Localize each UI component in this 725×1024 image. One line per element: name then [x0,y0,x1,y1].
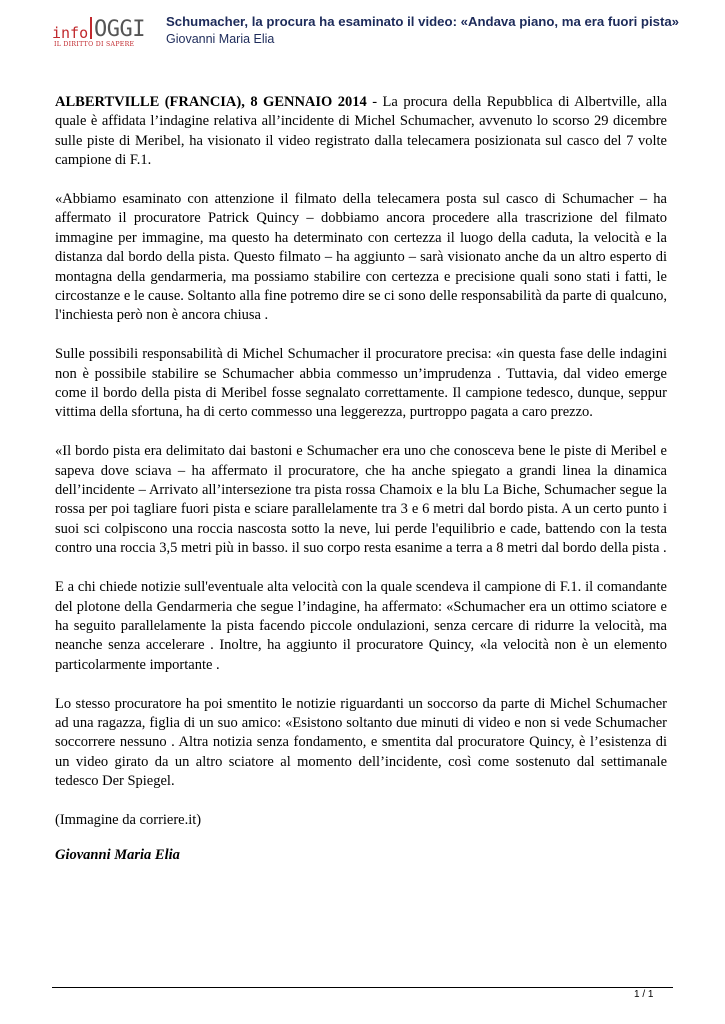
logo-word-info: info [52,24,89,42]
article-paragraph-5: E a chi chiede notizie sull'eventuale alta velocità con la quale scendeva il campione di F.1. il comandante del plotone della Gendarmeria che segue l’indagine, ha affermato: «Schumacher era un ottimo sciatore e ha seguito parallelamente la pista facendo piccole ondulazioni, senza cercare di ridurre la velocità, ma neanche senza accelerare . Inoltre, ha aggiunto il procuratore Quincy, «la velocità non è un elemento particolarmente importante . [55,579,667,673]
logo-tagline: IL DIRITTO DI SAPERE [54,41,135,48]
logo-word-oggi: OGGI [94,17,145,42]
article-body [55,93,667,885]
footer-divider [52,987,673,988]
article-paragraph-1-text: - La procura della Repubblica di Albertville, alla quale è affidata l’indagine relativa all’incidente di Michel Schumacher, avvenuto lo scorso 29 dicembre sulle piste di Meribel, ha visionato il video registrato dalla telecamera posizionata sul casco del 7 volte campione di F.1. [55,94,667,169]
infooggi-logo[interactable] [52,14,158,48]
image-credit: (Immagine da corriere.it) [55,811,202,828]
article-paragraph-3: Sulle possibili responsabilità di Michel Schumacher il procuratore precisa: «in questa fase delle indagini non è possibile stabilire se Schumacher abbia commesso un’imprudenza . Tuttavia, dal video emerge come il bordo della pista di Meribel fosse segnalato correttamente. Il campione tedesco, dunque, seppur vittima della sfortuna, ha di certo commesso una leggerezza, purtroppo pagata a caro prezzo. [55,346,667,421]
page-number: 1 / 1 [634,989,654,1000]
article-paragraph-4: «Il bordo pista era delimitato dai bastoni e Schumacher era uno che conosceva bene le piste di Meribel e sapeva dove sciava – ha affermato il procuratore, che ha anche spiegato a grandi linea la dinamica dell’incidente – Arrivato all’intersezione tra pista rossa Chamoix e la blu La Biche, Schumacher segue la rossa per poi tagliare fuori pista e sciare parallelamente tra 3 e 6 metri dal bordo pista. A un certo punto i suoi sci colpiscono una roccia nascosta sotto la neve, lui perde l'equilibrio e cade, battendo con la testa contro una roccia 3,5 metri più in basso. il suo corpo resta esanime a terra a 8 metri dal bordo della pista . [55,443,667,557]
header-title: Schumacher, la procura ha esaminato il video: «Andava piano, ma era fuori pista» [166,14,680,29]
header-author: Giovanni Maria Elia [166,32,275,46]
author-signature: Giovanni Maria Elia [55,847,180,864]
article-dateline: ALBERTVILLE (FRANCIA), 8 GENNAIO 2014 [55,94,367,110]
page-header [0,0,725,60]
article-paragraph-2: «Abbiamo esaminato con attenzione il filmato della telecamera posta sul casco di Schumacher – ha affermato il procuratore Patrick Quincy – dobbiamo ancora procedere alla trascrizione del filmato immagine per immagine, ma questo ha determinato con certezza il luogo della caduta, la velocità e la distanza dal bordo della pista. Questo filmato – ha aggiunto – sarà visionato anche da un altro esperto di montagna della gendarmeria, ma possiamo stabilire con certezza e precisione quali sono stati i fatti, le circostanze e le cause. Soltanto alla fine potremo dire se ci sono delle responsabilità da parte di qualcuno, l'inchiesta però non è ancora chiusa . [55,191,667,324]
article-paragraph-6: Lo stesso procuratore ha poi smentito le notizie riguardanti un soccorso da parte di Michel Schumacher ad una ragazza, figlia di un suo amico: «Esistono soltanto due minuti di video e non si vede Schumacher soccorrere nessuno . Altra notizia senza fondamento, e smentita dal procuratore Quincy, è l’esistenza di un video girato da un altro sciatore al momento dell’incidente, così come sostenuto dal settimanale tedesco Der Spiegel. [55,695,667,790]
logo-divider [90,17,92,39]
article-paragraph-1 [55,93,667,171]
